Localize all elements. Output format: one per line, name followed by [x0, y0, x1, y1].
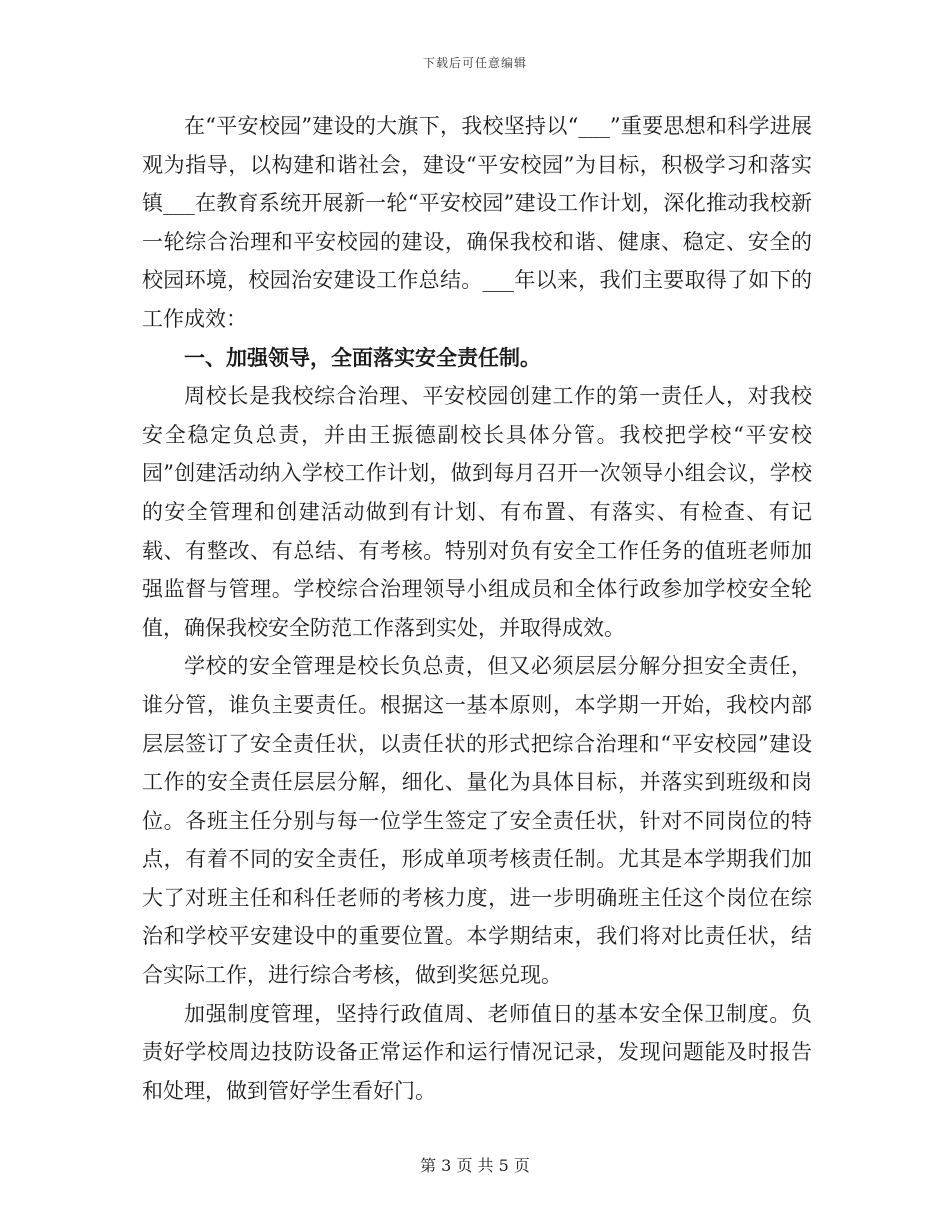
body-paragraph-responsibility: 周校长是我校综合治理、平安校园创建工作的第一责任人，对我校安全稳定负总责，并由王振德副校长具体分管。我校把学校“平安校园”创建活动纳入学校工作计划，做到每月召开一次领导小组会议，学校的安全管理和创建活动做到有计划、有布置、有落实、有检查、有记载、有整改、有总结、有考核。特别对负有安全工作任务的值班老师加强监督与管理。学校综合治理领导小组成员和全体行政参加学校安全轮值，确保我校安全防范工作落到实处，并取得成效。 [142, 384, 812, 640]
body-paragraph-system-management: 加强制度管理，坚持行政值周、老师值日的基本安全保卫制度。负责好学校周边技防设备正常运作和运行情况记录，发现问题能及时报告和处理，做到管好学生看好门。 [142, 1001, 812, 1103]
header-note: 下载后可任意编辑 [422, 56, 527, 70]
section-heading: 一、加强领导，全面落实安全责任制。 [184, 345, 541, 370]
intro-paragraph: 在“平安校园”建设的大旗下，我校坚持以“___”重要思想和科学进展观为指导，以构建和谐社会，建设“平安校园”为目标，积极学习和落实镇___在教育系统开展新一轮“平安校园”建设工作计划，深化推动我校新一轮综合治理和平安校园的建设，确保我校和谐、健康、稳定、安全的校园环境，校园治安建设工作总结。___年以来，我们主要取得了如下的工作成效： [142, 114, 812, 331]
page-number: 第 3 页 共 5 页 [420, 1156, 530, 1175]
body-paragraph-safety-management: 学校的安全管理是校长负总责，但又必须层层分解分担安全责任，谁分管，谁负主要责任。根据这一基本原则，本学期一开始，我校内部层层签订了安全责任状，以责任状的形式把综合治理和“平安校园”建设工作的安全责任层层分解，细化、量化为具体目标，并落实到班级和岗位。各班主任分别与每一位学生签定了安全责任状，针对不同岗位的特点，有着不同的安全责任，形成单项考核责任制。尤其是本学期我们加大了对班主任和科任老师的考核力度，进一步明确班主任这个岗位在综治和学校平安建设中的重要位置。本学期结束，我们将对比责任状，结合实际工作，进行综合考核，做到奖惩兑现。 [142, 654, 812, 988]
document-body [142, 107, 812, 1110]
